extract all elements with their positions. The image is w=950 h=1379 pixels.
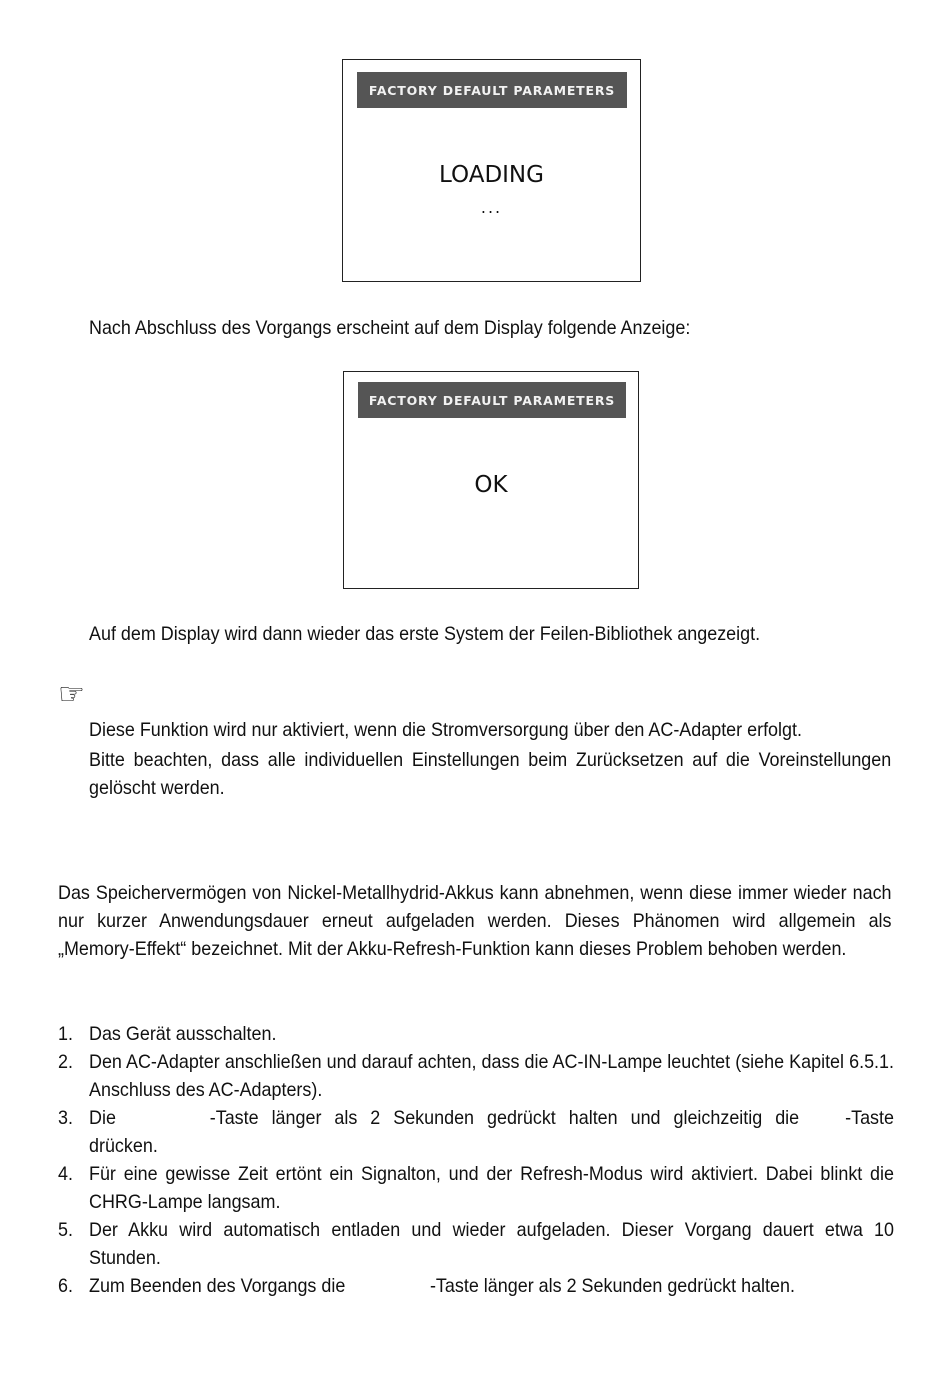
display-screen-loading — [342, 59, 641, 282]
paragraph-after-ok: Auf dem Display wird dann wieder das erste System der Feilen-Bibliothek angezeigt. — [89, 623, 761, 645]
pointing-hand-icon: ☞ — [58, 677, 85, 712]
step-number: 3. — [58, 1107, 73, 1129]
memory-effect-paragraph: Das Speichervermögen von Nickel-Metallhydrid-Akkus kann abnehmen, wenn diese immer wieder nach nur kurzer Anwendungsdauer erneut aufgeladen werden. Dieses Phänomen wird allgemein als „Memory-Effekt“ bezeichnet. Mit der Akku-Refresh-Funktion kann dieses Problem behoben werden. — [58, 882, 892, 960]
display-message-loading: LOADING — [439, 162, 544, 188]
step-number: 5. — [58, 1219, 73, 1241]
step-text: Das Gerät ausschalten. — [89, 1023, 277, 1045]
step-text-part: -Taste länger als 2 Sekunden gedrückt halten. — [429, 1275, 795, 1297]
display-message-ok: OK — [474, 472, 508, 498]
step-text — [89, 1272, 894, 1300]
step-text-part: Zum Beenden des Vorgangs die — [89, 1275, 346, 1297]
note-line-1: Diese Funktion wird nur aktiviert, wenn die Stromversorgung über den AC-Adapter erfolgt. — [89, 719, 802, 741]
note-line-2: Bitte beachten, dass alle individuellen Einstellungen beim Zurücksetzen auf die Voreinstellungen gelöscht werden. — [89, 749, 892, 799]
step-number: 6. — [58, 1275, 73, 1297]
step-text: Der Akku wird automatisch entladen und wieder aufgeladen. Dieser Vorgang dauert etwa 10 Stunden. — [89, 1219, 894, 1269]
display-header: FACTORY DEFAULT PARAMETERS — [358, 382, 626, 418]
step-text: Den AC-Adapter anschließen und darauf achten, dass die AC-IN-Lampe leuchtet (siehe Kapitel 6.5.1. Anschluss des AC-Adapters). — [89, 1051, 894, 1101]
display-loading-dots: ... — [480, 198, 503, 217]
display-screen-ok — [343, 371, 639, 589]
step-text-part: Die — [89, 1107, 116, 1129]
step-number: 4. — [58, 1163, 73, 1185]
paragraph-after-loading: Nach Abschluss des Vorgangs erscheint auf dem Display folgende Anzeige: — [89, 317, 691, 339]
step-text-part: -Taste länger als 2 Sekunden gedrückt halten und gleichzeitig die — [209, 1107, 800, 1129]
display-header: FACTORY DEFAULT PARAMETERS — [357, 72, 627, 108]
step-text: Für eine gewisse Zeit ertönt ein Signalton, und der Refresh-Modus wird aktiviert. Dabei blinkt die CHRG-Lampe langsam. — [89, 1163, 894, 1213]
step-text-part: -Taste drücken. — [89, 1107, 894, 1157]
step-number: 2. — [58, 1051, 73, 1073]
step-number: 1. — [58, 1023, 73, 1045]
step-text — [89, 1104, 894, 1160]
